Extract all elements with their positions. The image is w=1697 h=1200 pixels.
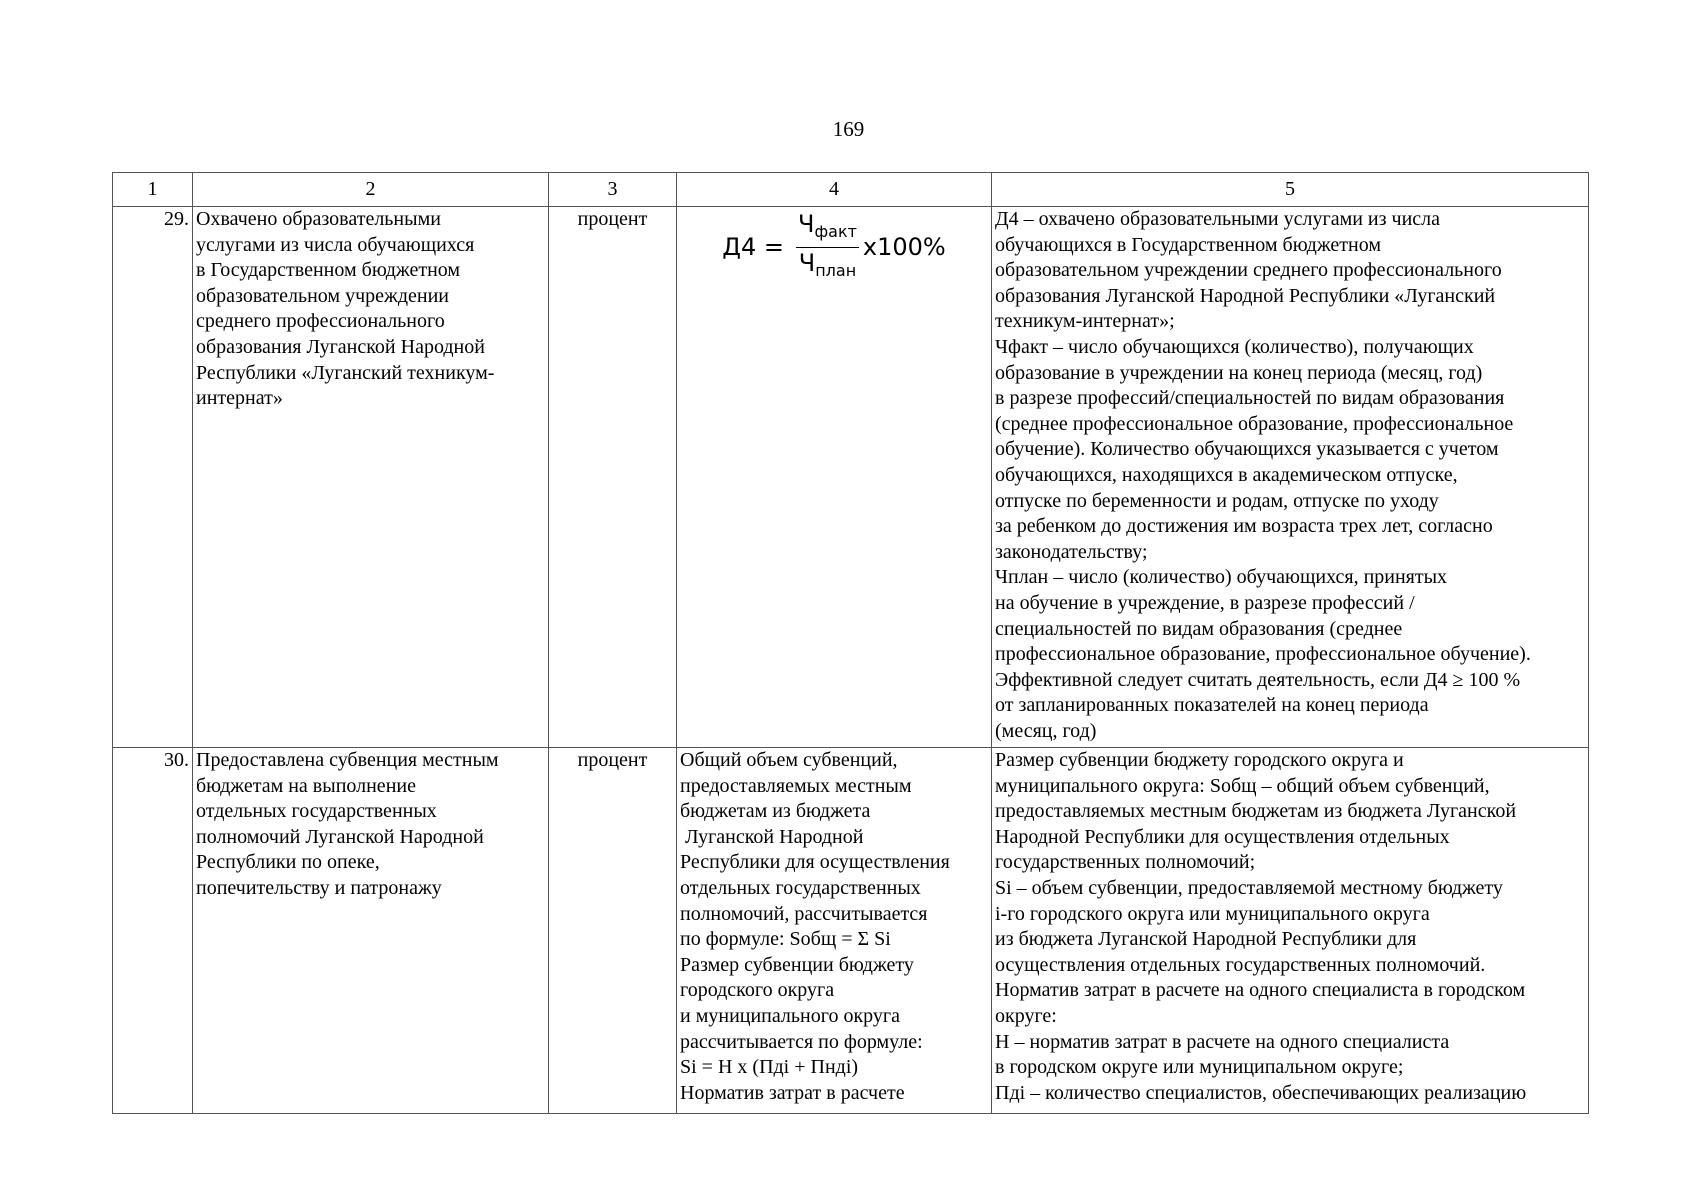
formula-line: отдельных государственных <box>680 876 921 899</box>
name-line: Предоставлена субвенция местным <box>196 749 499 771</box>
desc-line: в разрезе профессий/специальностей по видам образования <box>995 387 1505 410</box>
name-line: услугами из числа обучающихся <box>196 233 475 256</box>
name-line: бюджетам на выполнение <box>196 774 416 797</box>
formula-fraction <box>796 209 859 286</box>
formula-line: Размер субвенции бюджету <box>680 953 914 976</box>
desc-line: обучение). Количество обучающихся указывается с учетом <box>995 438 1499 461</box>
desc-line: Д4 – охвачено образовательными услугами из числа <box>995 208 1441 230</box>
desc-line: за ребенком до достижения им возраста трех лет, согласно <box>995 515 1493 538</box>
desc-line: на обучение в учреждение, в разрезе профессий / <box>995 591 1415 614</box>
desc-line: Народной Республики для осуществления отдельных <box>995 825 1450 848</box>
formula-line: Общий объем субвенций, <box>680 749 898 771</box>
desc-line: Размер субвенции бюджету городского округа и <box>995 749 1404 771</box>
column-header-3: 3 <box>549 173 677 207</box>
formula-line: по формуле: Sобщ = Σ Si <box>680 928 891 951</box>
name-line: отдельных государственных <box>196 800 437 823</box>
desc-line: Чфакт – число обучающихся (количество), получающих <box>995 335 1474 358</box>
name-line: Охвачено образовательными <box>196 208 441 230</box>
unit-of-measure: процент <box>549 748 677 1114</box>
desc-line: обучающихся в Государственном бюджетном <box>995 233 1381 256</box>
desc-line: обучающихся, находящихся в академическом отпуске, <box>995 463 1458 486</box>
name-line: в Государственном бюджетном <box>196 259 461 282</box>
formula-line: и муниципального округа <box>680 1004 900 1027</box>
desc-line: осуществления отдельных государственных полномочий. <box>995 953 1486 976</box>
desc-line: i-го городского округа или муниципального округа <box>995 902 1430 925</box>
column-header-2: 2 <box>193 173 549 207</box>
row-number: 30. <box>113 748 193 1114</box>
desc-line: профессиональное образование, профессиональное обучение). <box>995 643 1531 666</box>
desc-line: (среднее профессиональное образование, профессиональное <box>995 412 1514 435</box>
name-line: образования Луганской Народной <box>196 335 485 358</box>
desc-line: отпуске по беременности и родам, отпуске по уходу <box>995 489 1439 512</box>
desc-line: Н – норматив затрат в расчете на одного специалиста <box>995 1030 1450 1053</box>
indicator-description <box>992 748 1589 1114</box>
formula-line: Республики для осуществления <box>680 851 950 874</box>
table-row-30 <box>113 748 1589 1114</box>
column-header-1: 1 <box>113 173 193 207</box>
name-line: Республики «Луганский техникум- <box>196 361 495 384</box>
desc-line: Пдi – количество специалистов, обеспечивающих реализацию <box>995 1081 1527 1104</box>
name-line: попечительству и патронажу <box>196 876 442 899</box>
desc-line: образования Луганской Народной Республики «Луганский <box>995 284 1496 307</box>
formula-cell <box>677 207 992 748</box>
column-header-5: 5 <box>992 173 1589 207</box>
name-line: образовательном учреждении <box>196 284 449 307</box>
table-header-row <box>113 173 1589 207</box>
name-line: Республики по опеке, <box>196 851 380 874</box>
desc-line: образовательном учреждении среднего профессионального <box>995 259 1502 282</box>
desc-line: законодательству; <box>995 540 1148 563</box>
formula-line: Луганской Народной <box>680 825 864 848</box>
formula-line: Норматив затрат в расчете <box>680 1081 905 1104</box>
column-header-4: 4 <box>677 173 992 207</box>
desc-line: муниципального округа: Sобщ – общий объем субвенций, <box>995 774 1490 797</box>
formula-numerator: $Ч_{факт}$ <box>796 209 859 248</box>
formula-cell <box>677 748 992 1114</box>
name-line: среднего профессионального <box>196 310 445 333</box>
formula-line: городского округа <box>680 979 835 1002</box>
desc-line: образование в учреждении на конец периода (месяц, год) <box>995 361 1483 384</box>
page-number: 169 <box>832 117 865 141</box>
desc-line: (месяц, год) <box>995 719 1097 742</box>
formula-line: Si = H x (Пдi + Пндi) <box>680 1056 859 1079</box>
formula-line: предоставляемых местным <box>680 774 912 797</box>
indicator-name <box>193 207 549 748</box>
desc-line: Si – объем субвенции, предоставляемой местному бюджету <box>995 876 1503 899</box>
formula-line: бюджетам из бюджета <box>680 800 871 823</box>
formula-line: рассчитывается по формуле: <box>680 1030 923 1053</box>
table-row-29 <box>113 207 1589 748</box>
formula-lhs: Д4 = <box>722 232 784 261</box>
desc-line: предоставляемых местным бюджетам из бюджета Луганской <box>995 800 1517 823</box>
formula-line: полномочий, рассчитывается <box>680 902 928 925</box>
desc-line: техникум-интернат»; <box>995 310 1175 333</box>
desc-line: специальностей по видам образования (среднее <box>995 617 1403 640</box>
desc-line: в городском округе или муниципальном округе; <box>995 1056 1404 1079</box>
unit-of-measure: процент <box>549 207 677 748</box>
name-line: полномочий Луганской Народной <box>196 825 484 848</box>
desc-line: Норматив затрат в расчете на одного специалиста в городском <box>995 979 1526 1002</box>
indicator-description <box>992 207 1589 748</box>
formula-rhs: x100% <box>862 232 946 261</box>
indicator-name <box>193 748 549 1114</box>
formula-denominator: $Ч_{план}$ <box>798 249 857 280</box>
desc-line: округе: <box>995 1004 1057 1027</box>
name-line: интернат» <box>196 387 283 410</box>
desc-line: Эффективной следует считать деятельность, если Д4 ≥ 100 % <box>995 668 1521 691</box>
desc-line: государственных полномочий; <box>995 851 1256 874</box>
desc-line: из бюджета Луганской Народной Республики для <box>995 928 1417 951</box>
formula-d4 <box>722 209 946 286</box>
desc-line: Чплан – число (количество) обучающихся, принятых <box>995 566 1448 589</box>
desc-line: от запланированных показателей на конец периода <box>995 694 1429 717</box>
indicator-table <box>112 172 1589 1114</box>
row-number: 29. <box>113 207 193 748</box>
